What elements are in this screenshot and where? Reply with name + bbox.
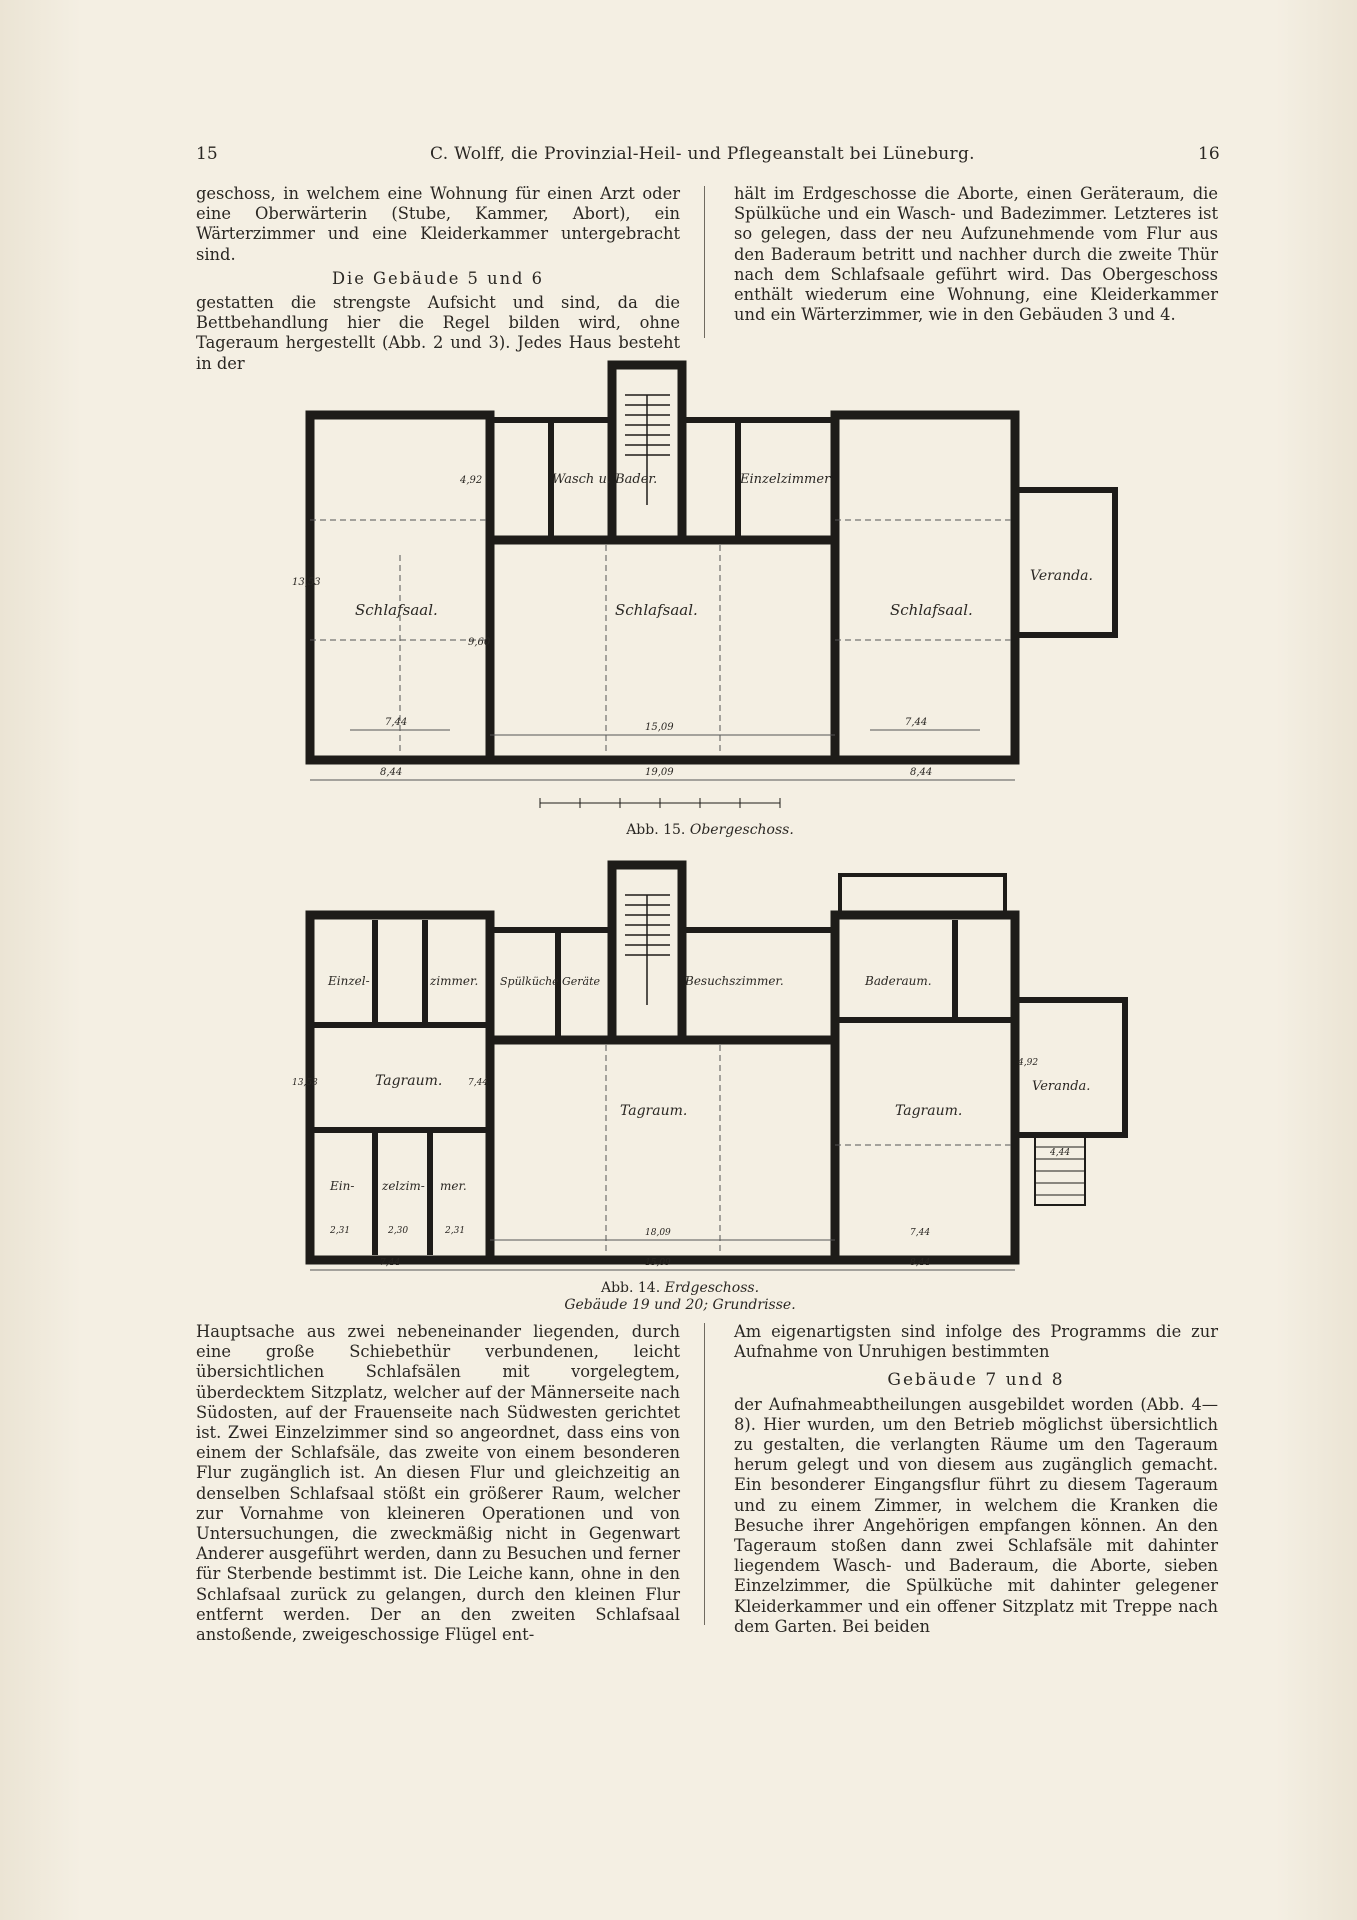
floor-plan-lower <box>290 855 1130 1280</box>
dimension-label: 2,31 <box>445 1226 466 1236</box>
page-number-left: 15 <box>196 144 218 164</box>
dimension-label: 7,44 <box>468 1078 489 1088</box>
dimension-label: 8,44 <box>910 767 933 778</box>
wall-right-wing <box>835 915 1015 1260</box>
dimension-label: 7,44 <box>380 1258 401 1268</box>
figure-caption-lower <box>510 1280 850 1314</box>
dimension-label: 9,60 <box>468 637 491 648</box>
page-number-right: 16 <box>1198 144 1220 164</box>
room-label: zimmer. <box>430 974 479 988</box>
room-label: Schlafsaal. <box>890 601 973 619</box>
dimension-label: 19,09 <box>645 767 674 778</box>
dimension-label: 4,92 <box>1018 1058 1039 1068</box>
dimension-label: 8,44 <box>910 1258 931 1268</box>
room-label: Wasch u. Bader. <box>552 472 658 487</box>
dimension-label: 4,92 <box>460 475 483 486</box>
room-label: Veranda. <box>1032 1079 1091 1094</box>
paragraph: hält im Erdgeschosse die Aborte, einen Geräteraum, die Spülküche und ein Wasch- und Badezimmer. Letzteres ist so gelegen, dass der neu Aufzunehmende vom Flur aus den Baderaum betritt und nachher durch die zweite Thür nach dem Schlafsaale geführt wird. Das Obergeschoss enthält wiederum eine Wohnung, eine Kleiderkammer und ein Wärterzimmer, wie in den Gebäuden 3 und 4. <box>734 184 1218 325</box>
paragraph: geschoss, in welchem eine Wohnung für einen Arzt oder eine Oberwärterin (Stube, Kammer, Abort), ein Wärterzimmer und eine Kleiderkammer untergebracht sind. <box>196 184 680 264</box>
upper-annex <box>840 875 1005 915</box>
dimension-label: 2,30 <box>388 1226 409 1236</box>
room-label: Baderaum. <box>865 974 932 988</box>
paragraph: der Aufnahmeabtheilungen ausgebildet worden (Abb. 4—8). Hier wurden, um den Betrieb möglichst übersichtlich zu gestalten, die verlangten Räume um den Tageraum herum gelegt und von diesem aus zugänglich gemacht. Ein besonderer Eingangsflur führt zu diesem Tageraum und zu einem Zimmer, in welchem die Kranken die Besuche ihrer Angehörigen empfangen können. An den Tageraum stoßen dann zwei Schlafsäle mit dahinter liegendem Wasch- und Baderaum, die Aborte, sieben Einzelzimmer, die Spülküche mit dahinter gelegener Kleiderkammer und ein offener Sitzplatz mit Treppe nach dem Garten. Bei beiden <box>734 1394 1218 1636</box>
running-title: C. Wolff, die Provinzial-Heil- und Pflegeanstalt bei Lüneburg. <box>430 144 975 164</box>
dimension-label: 15,09 <box>645 722 674 733</box>
floor-plan-upper <box>290 355 1130 815</box>
dimension-label: 13,53 <box>292 1078 318 1088</box>
column-rule-bottom <box>704 1323 705 1625</box>
room-label: Schlafsaal. <box>615 601 698 619</box>
dimension-label: 8,44 <box>380 767 403 778</box>
top-left-column <box>196 184 680 374</box>
caption-title: Obergeschoss. <box>689 822 794 838</box>
dimension-label: 15,09 <box>645 1258 671 1268</box>
paragraph: gestatten die strengste Aufsicht und sind, da die Bettbehandlung hier die Regel bilden wird, ohne Tageraum hergestellt (Abb. 2 und 3). Jedes Haus besteht in der <box>196 293 680 373</box>
room-label: Schlafsaal. <box>355 601 438 619</box>
column-rule-top <box>704 186 705 338</box>
room-label: Tagraum. <box>375 1073 443 1089</box>
room-label: Spülküche <box>500 975 559 988</box>
room-label: Einzel- <box>328 974 370 988</box>
room-label: mer. <box>440 1179 467 1193</box>
dimension-label: 7,44 <box>905 717 928 728</box>
room-label: Geräte <box>562 975 601 988</box>
bottom-left-column <box>196 1322 680 1645</box>
room-label: Ein- <box>330 1179 355 1193</box>
dimension-label: 7,44 <box>910 1228 931 1238</box>
room-label: Tagraum. <box>620 1103 688 1119</box>
dimension-label: 7,44 <box>385 717 408 728</box>
dimension-label: 2,31 <box>330 1226 351 1236</box>
top-right-column <box>734 184 1218 325</box>
caption-label: Abb. 15. <box>626 822 686 838</box>
caption-subtitle: Gebäude 19 und 20; Grundrisse. <box>564 1297 796 1313</box>
dimension-label: 4,44 <box>1050 1148 1071 1158</box>
section-heading: Gebäude 7 und 8 <box>887 1370 1065 1391</box>
paragraph: Am eigenartigsten sind infolge des Programms die zur Aufnahme von Unruhigen bestimmten <box>734 1322 1218 1362</box>
figure-caption-upper <box>560 822 860 838</box>
wall-right-wing <box>835 415 1015 760</box>
dimension-label: 18,09 <box>645 1228 671 1238</box>
section-heading: Die Gebäude 5 und 6 <box>331 268 545 288</box>
dimension-label: 13,53 <box>292 577 321 588</box>
veranda-outline <box>1015 490 1115 635</box>
room-label: Veranda. <box>1030 568 1093 584</box>
caption-title: Erdgeschoss. <box>664 1280 760 1296</box>
bottom-right-column <box>734 1322 1218 1637</box>
wall-middle <box>490 1040 835 1260</box>
room-label: zelzim- <box>382 1179 425 1193</box>
paragraph: Hauptsache aus zwei nebeneinander liegenden, durch eine große Schiebethür verbundenen, leicht übersichtlichen Schlafsälen mit vorgelegtem, überdecktem Sitzplatz, welcher auf der Männerseite nach Südosten, auf der Frauenseite nach Südwesten gerichtet ist. Zwei Einzelzimmer sind so angeordnet, dass eins von einem der Schlafsäle, das zweite von einem besonderen Flur zugänglich ist. An diesen Flur und gleichzeitig an denselben Schlafsaal stößt ein größerer Raum, welcher zur Vornahme von kleineren Operationen und von Untersuchungen, die zweckmäßig nicht in Gegenwart Anderer ausgeführt werden, dann zu Besuchen und ferner für Sterbende bestimmt ist. Die Leiche kann, ohne in den Schlafsaal zurück zu gelangen, durch den kleinen Flur entfernt werden. Der an den zweiten Schlafsaal anstoßende, zweigeschossige Flügel ent- <box>196 1322 680 1645</box>
room-label: Besuchszimmer. <box>685 974 784 988</box>
room-label: Einzelzimmer <box>740 472 831 487</box>
caption-label: Abb. 14. <box>600 1280 661 1296</box>
room-label: Tagraum. <box>895 1103 963 1119</box>
